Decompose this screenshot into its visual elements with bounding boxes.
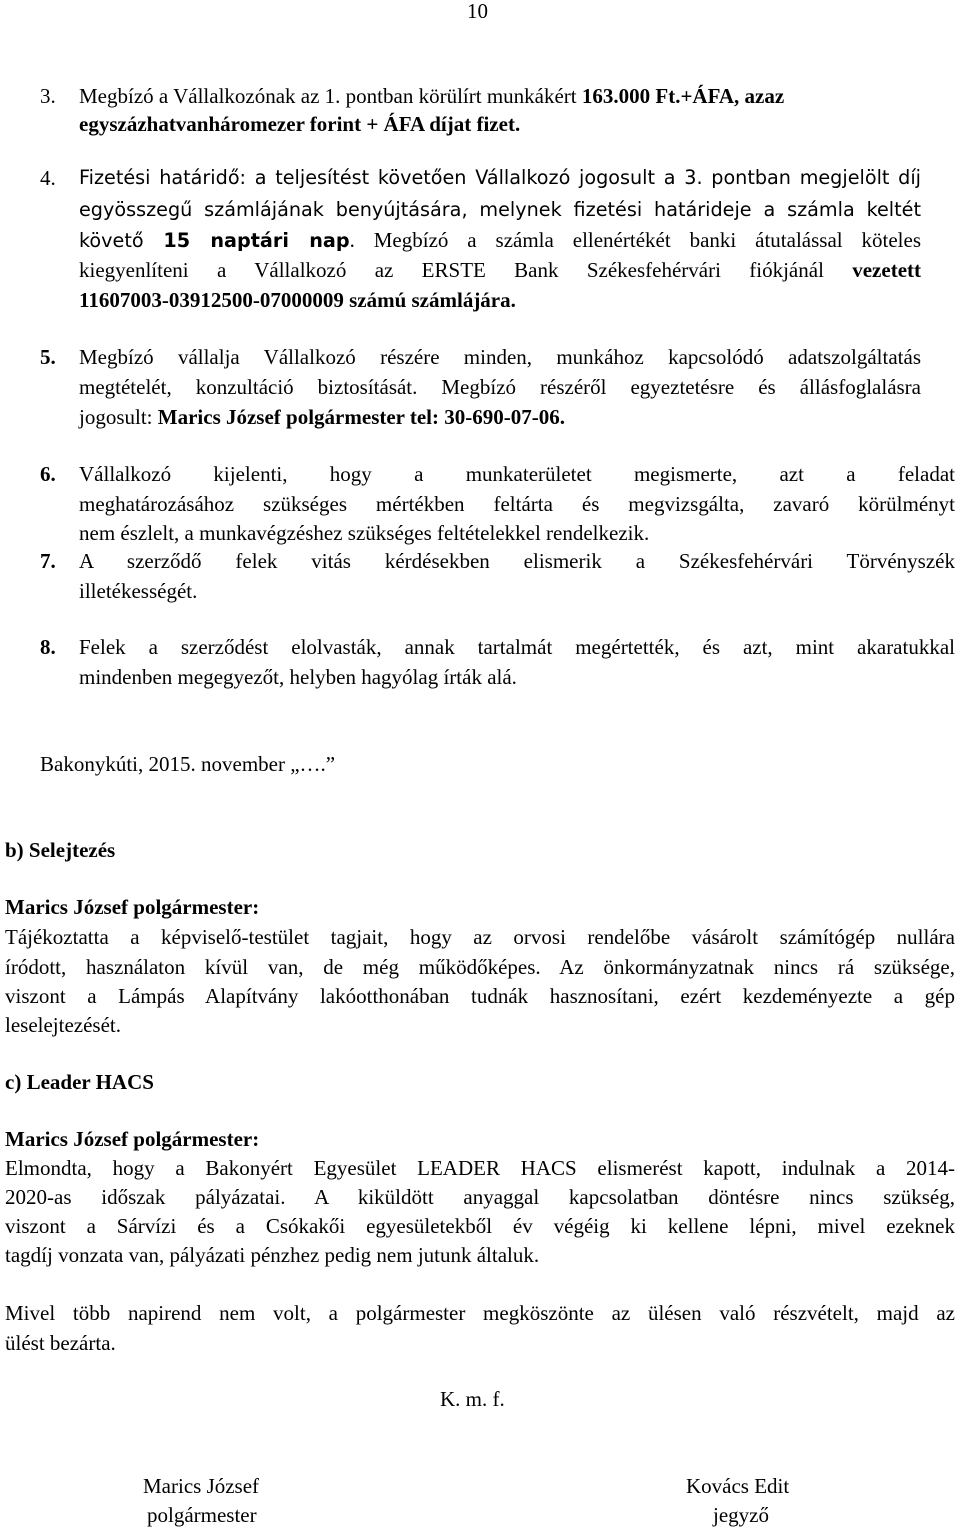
item-4-line-5 xyxy=(79,286,516,314)
item-6-line-2: meghatározásához szükséges mértékben feltárta és megvizsgálta, zavaró körülményt xyxy=(79,492,955,516)
place-date: Bakonykúti, 2015. november „….” xyxy=(40,752,336,776)
item-4-bank-text: kiegyenlíteni a Vállalkozó az ERSTE Bank Székesfehérvári fiókjánál xyxy=(79,258,853,282)
item-4-line-2: egyösszegű számlájának benyújtására, melynek fizetési határideje a számla keltét xyxy=(79,198,921,221)
item-3-number: 3. xyxy=(40,84,56,108)
item-3-text: Megbízó a Vállalkozónak az 1. pontban körülírt munkákért xyxy=(79,84,582,108)
item-3-amount: 163.000 Ft.+ÁFA, azaz xyxy=(581,84,785,108)
page-number: 10 xyxy=(467,0,488,23)
item-4-account-number: 11607003-03912500-07000009 számú számlájára. xyxy=(79,288,516,312)
section-b-line-3: viszont a Lámpás Alapítvány lakóotthonában tudnák hasznosítani, ezért kezdeményezte a gép xyxy=(5,984,955,1008)
item-4-line-3 xyxy=(79,226,921,255)
signature-left-title: polgármester xyxy=(147,1503,257,1527)
section-c-heading: c) Leader HACS xyxy=(5,1070,154,1094)
item-4-text-c: . Megbízó a számla ellenértékét banki átutalással köteles xyxy=(349,228,922,252)
item-8-number: 8. xyxy=(40,635,56,659)
kmf: K. m. f. xyxy=(440,1387,505,1411)
section-c-speaker: Marics József polgármester: xyxy=(5,1127,260,1151)
item-5-line-1: Megbízó vállalja Vállalkozó részére minden, munkához kapcsolódó adatszolgáltatás xyxy=(79,345,921,369)
signature-right-title: jegyző xyxy=(713,1503,769,1527)
closing-line-2: ülést bezárta. xyxy=(5,1331,116,1355)
item-4-text-a: követő xyxy=(79,229,164,252)
section-b-line-1: Tájékoztatta a képviselő-testület tagjait, hogy az orvosi rendelőbe vásárolt számítógép nullára xyxy=(5,925,955,949)
item-4-deadline: 15 naptári nap xyxy=(163,229,350,252)
item-6-line-1: Vállalkozó kijelenti, hogy a munkaterületet megismerte, azt a feladat xyxy=(79,462,955,486)
item-4-line-4 xyxy=(79,256,921,284)
item-4-number: 4. xyxy=(40,166,56,190)
item-8-line-1: Felek a szerződést elolvasták, annak tartalmát megértették, és azt, mint akaratukkal xyxy=(79,635,955,659)
section-b-line-4: leselejtezését. xyxy=(5,1013,122,1037)
item-5-line-2: megtételét, konzultáció biztosítását. Megbízó részéről egyeztetésre és állásfoglalásra xyxy=(79,375,921,399)
item-5-text: jogosult: xyxy=(79,405,158,429)
section-c-line-4: tagdíj vonzata van, pályázati pénzhez pedig nem jutunk általuk. xyxy=(5,1243,540,1267)
item-6-line-3: nem észlelt, a munkavégzéshez szükséges feltételekkel rendelkezik. xyxy=(79,521,650,545)
item-8-line-2: mindenben megegyezőt, helyben hagyólag írták alá. xyxy=(79,665,517,689)
item-5-line-3 xyxy=(79,403,565,431)
signature-right-name: Kovács Edit xyxy=(686,1474,790,1498)
section-b-heading: b) Selejtezés xyxy=(5,838,116,862)
section-c-line-3: viszont a Sárvízi és a Csókakői egyesületekből év végéig ki kellene lépni, mivel ezeknek xyxy=(5,1214,955,1238)
item-6-number: 6. xyxy=(40,462,56,486)
item-4-vezetett: vezetett xyxy=(852,258,921,282)
item-3-line-2 xyxy=(79,110,520,138)
section-c-line-2: 2020-as időszak pályázatai. A kiküldött anyaggal kapcsolatban döntésre nincs szükség, xyxy=(5,1185,955,1209)
item-7-line-1: A szerződő felek vitás kérdésekben elismerik a Székesfehérvári Törvényszék xyxy=(79,549,955,573)
item-3-amount-words: egyszázhatvanháromezer forint + ÁFA díjat fizet. xyxy=(79,112,521,136)
item-3-line-1 xyxy=(79,82,784,110)
section-c-line-1: Elmondta, hogy a Bakonyért Egyesület LEADER HACS elismerést kapott, indulnak a 2014- xyxy=(5,1156,955,1180)
section-b-speaker: Marics József polgármester: xyxy=(5,895,260,919)
item-5-number: 5. xyxy=(40,345,56,369)
section-b-line-2: íródott, használaton kívül van, de még működőképes. Az önkormányzatnak nincs rá szüksége, xyxy=(5,955,955,979)
item-7-line-2: illetékességét. xyxy=(79,579,198,603)
closing-line-1: Mivel több napirend nem volt, a polgármester megköszönte az ülésen való részvételt, majd az xyxy=(5,1301,955,1325)
signature-left-name: Marics József xyxy=(143,1474,260,1498)
item-5-contact: Marics József polgármester tel: 30-690-07-06. xyxy=(157,405,565,429)
item-4-line-1: Fizetési határidő: a teljesítést követően Vállalkozó jogosult a 3. pontban megjelölt díj xyxy=(79,166,921,189)
item-7-number: 7. xyxy=(40,549,56,573)
